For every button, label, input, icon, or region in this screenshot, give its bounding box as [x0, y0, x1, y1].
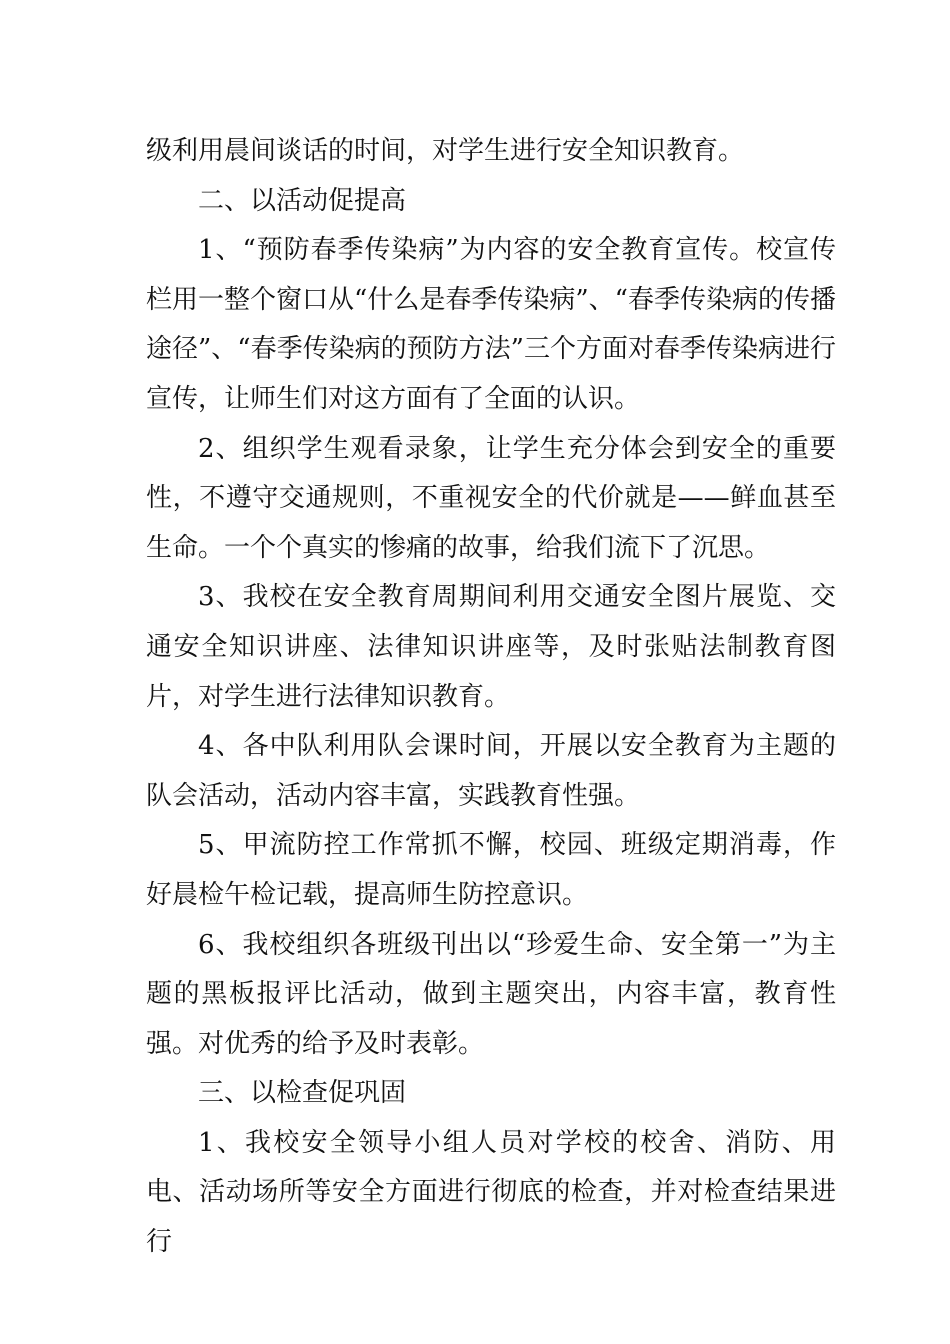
paragraph: 2、组织学生观看录象，让学生充分体会到安全的重要性，不遵守交通规则，不重视安全的代价就是——鲜血甚至生命。一个个真实的惨痛的故事，给我们流下了沉思。: [146, 433, 836, 563]
paragraph: 3、我校在安全教育周期间利用交通安全图片展览、交通安全知识讲座、法律知识讲座等，及时张贴法制教育图片，对学生进行法律知识教育。: [146, 582, 836, 712]
paragraph: 5、甲流防控工作常抓不懈，校园、班级定期消毒，作好晨检午检记载，提高师生防控意识。: [146, 830, 836, 910]
paragraph: 4、各中队利用队会课时间，开展以安全教育为主题的队会活动，活动内容丰富，实践教育性强。: [146, 731, 836, 811]
paragraph: 1、“预防春季传染病”为内容的安全教育宣传。校宣传栏用一整个窗口从“什么是春季传染病”、“春季传染病的传播途径”、“春季传染病的预防方法”三个方面对春季传染病进行宣传，让师生们对这方面有了全面的认识。: [146, 235, 836, 414]
section-heading: 三、以检查促巩固: [198, 1078, 407, 1109]
paragraph: 1、我校安全领导小组人员对学校的校舍、消防、用电、活动场所等安全方面进行彻底的检查，并对检查结果进行: [146, 1127, 836, 1258]
document-body: [146, 127, 836, 1268]
paragraph: 6、我校组织各班级刊出以“珍爱生命、安全第一”为主题的黑板报评比活动，做到主题突出，内容丰富，教育性强。对优秀的给予及时表彰。: [146, 929, 836, 1059]
paragraph: 级利用晨间谈话的时间，对学生进行安全知识教育。: [146, 136, 745, 166]
section-heading: 二、以活动促提高: [198, 185, 407, 216]
